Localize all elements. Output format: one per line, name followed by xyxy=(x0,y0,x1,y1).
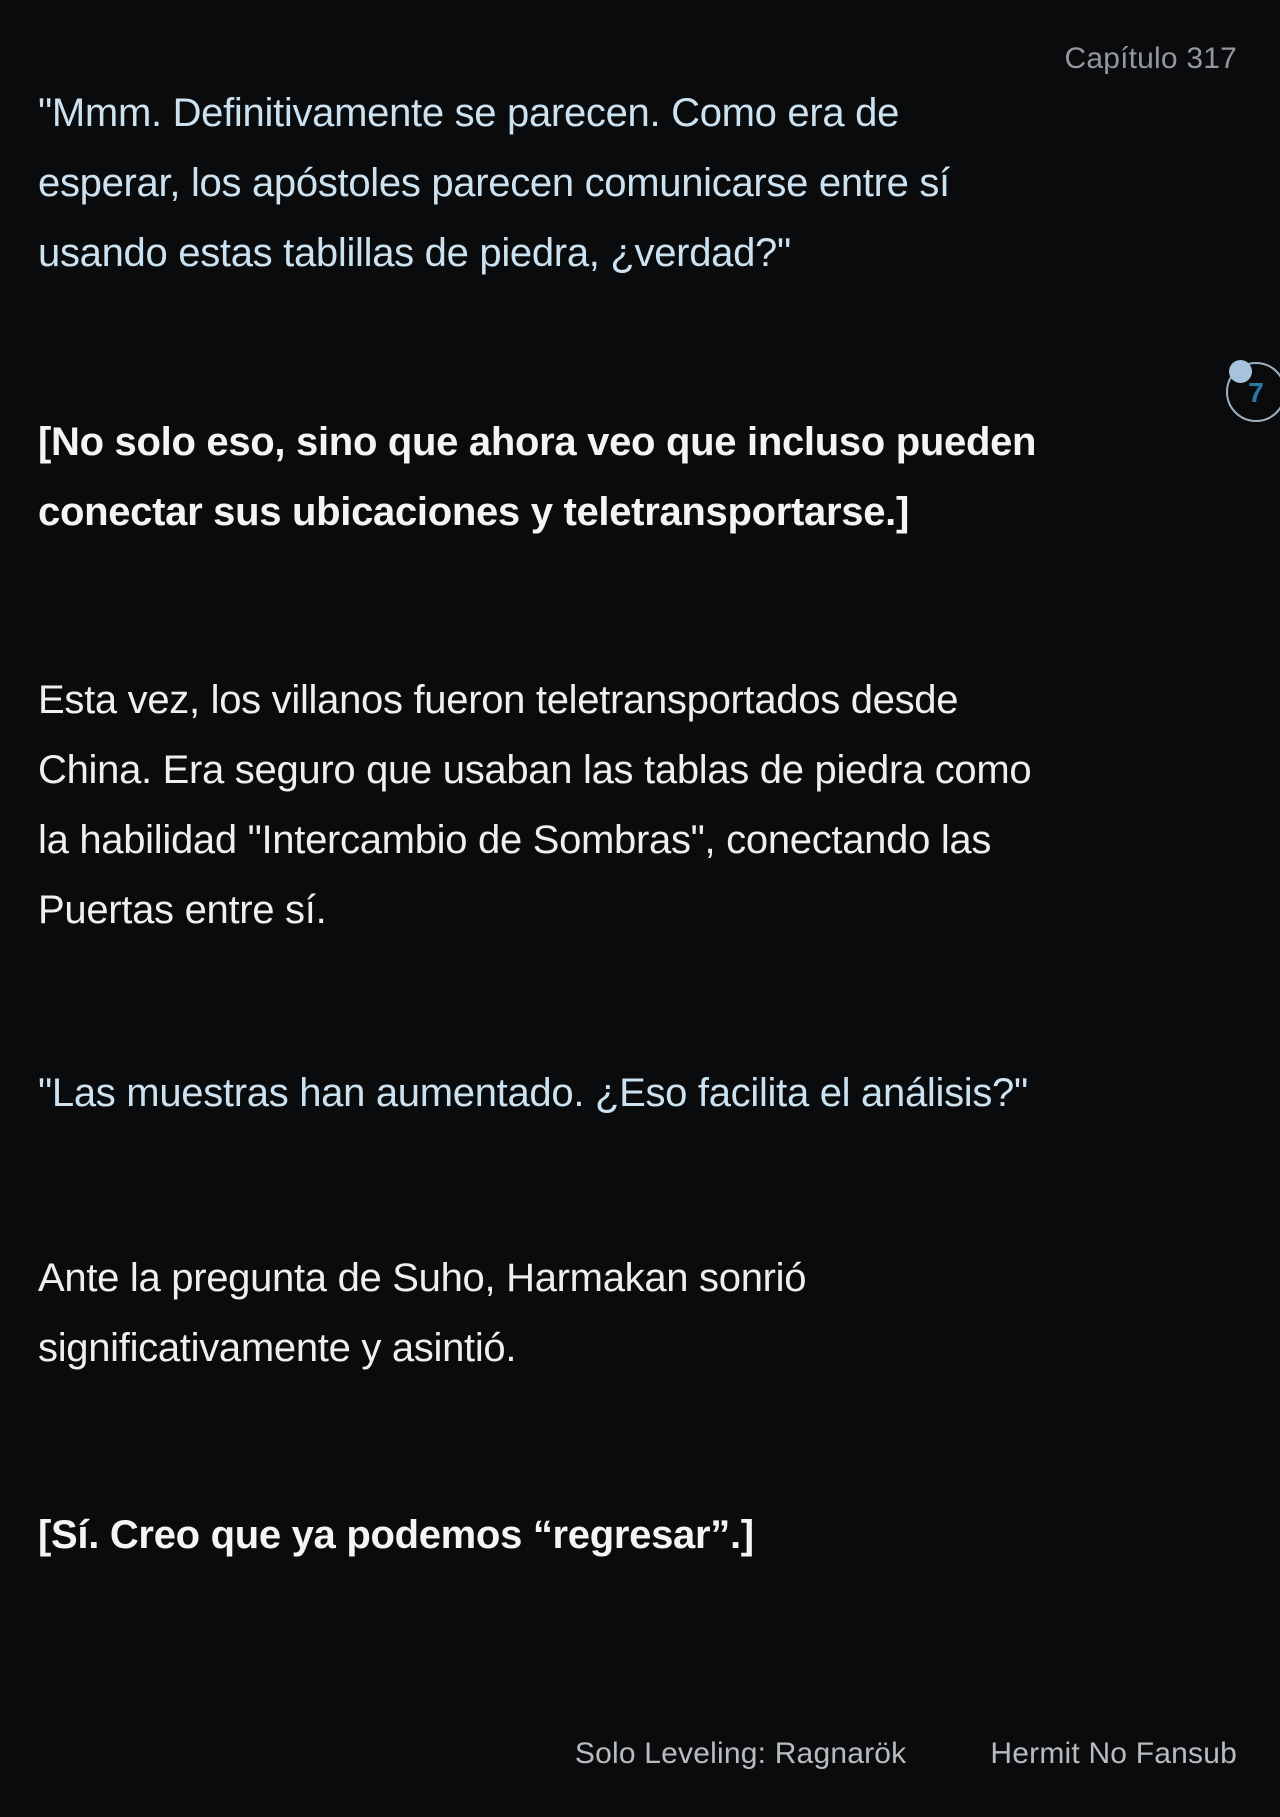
text-line: [Sí. Creo que ya podemos “regresar”.] xyxy=(38,1513,754,1557)
text-line: conectar sus ubicaciones y teletransportarse.] xyxy=(38,490,909,534)
text-line: [No solo eso, sino que ahora veo que incluso pueden xyxy=(38,420,1037,464)
paragraph-system-message xyxy=(38,407,1237,547)
chapter-label: Capítulo 317 xyxy=(1064,42,1237,75)
progress-dot-icon xyxy=(1229,360,1252,383)
text-line: China. Era seguro que usaban las tablas de piedra como xyxy=(38,748,1032,792)
progress-badge[interactable] xyxy=(1226,362,1280,422)
text-line: usando estas tablillas de piedra, ¿verdad?" xyxy=(38,231,791,275)
text-line: "Mmm. Definitivamente se parecen. Como era de xyxy=(38,91,900,135)
progress-count: 7 xyxy=(1248,377,1264,408)
text-line: "Las muestras han aumentado. ¿Eso facilita el análisis?" xyxy=(38,1071,1028,1115)
text-line: Ante la pregunta de Suho, Harmakan sonrió xyxy=(38,1256,807,1300)
paragraph-dialogue xyxy=(38,1058,1237,1128)
text-line: esperar, los apóstoles parecen comunicarse entre sí xyxy=(38,161,950,205)
paragraph-narration xyxy=(38,1243,1237,1383)
text-line: Esta vez, los villanos fueron teletransportados desde xyxy=(38,678,959,722)
paragraph-narration xyxy=(38,665,1237,945)
chapter-text xyxy=(38,78,1237,1570)
fansub-credit: Hermit No Fansub xyxy=(990,1737,1237,1770)
paragraph-dialogue xyxy=(38,78,1237,288)
book-title: Solo Leveling: Ragnarök xyxy=(574,1737,907,1770)
text-line: la habilidad "Intercambio de Sombras", conectando las xyxy=(38,818,992,862)
text-line: Puertas entre sí. xyxy=(38,888,327,932)
text-line: significativamente y asintió. xyxy=(38,1326,517,1370)
page-footer xyxy=(575,1736,1237,1772)
paragraph-system-message xyxy=(38,1500,1237,1570)
